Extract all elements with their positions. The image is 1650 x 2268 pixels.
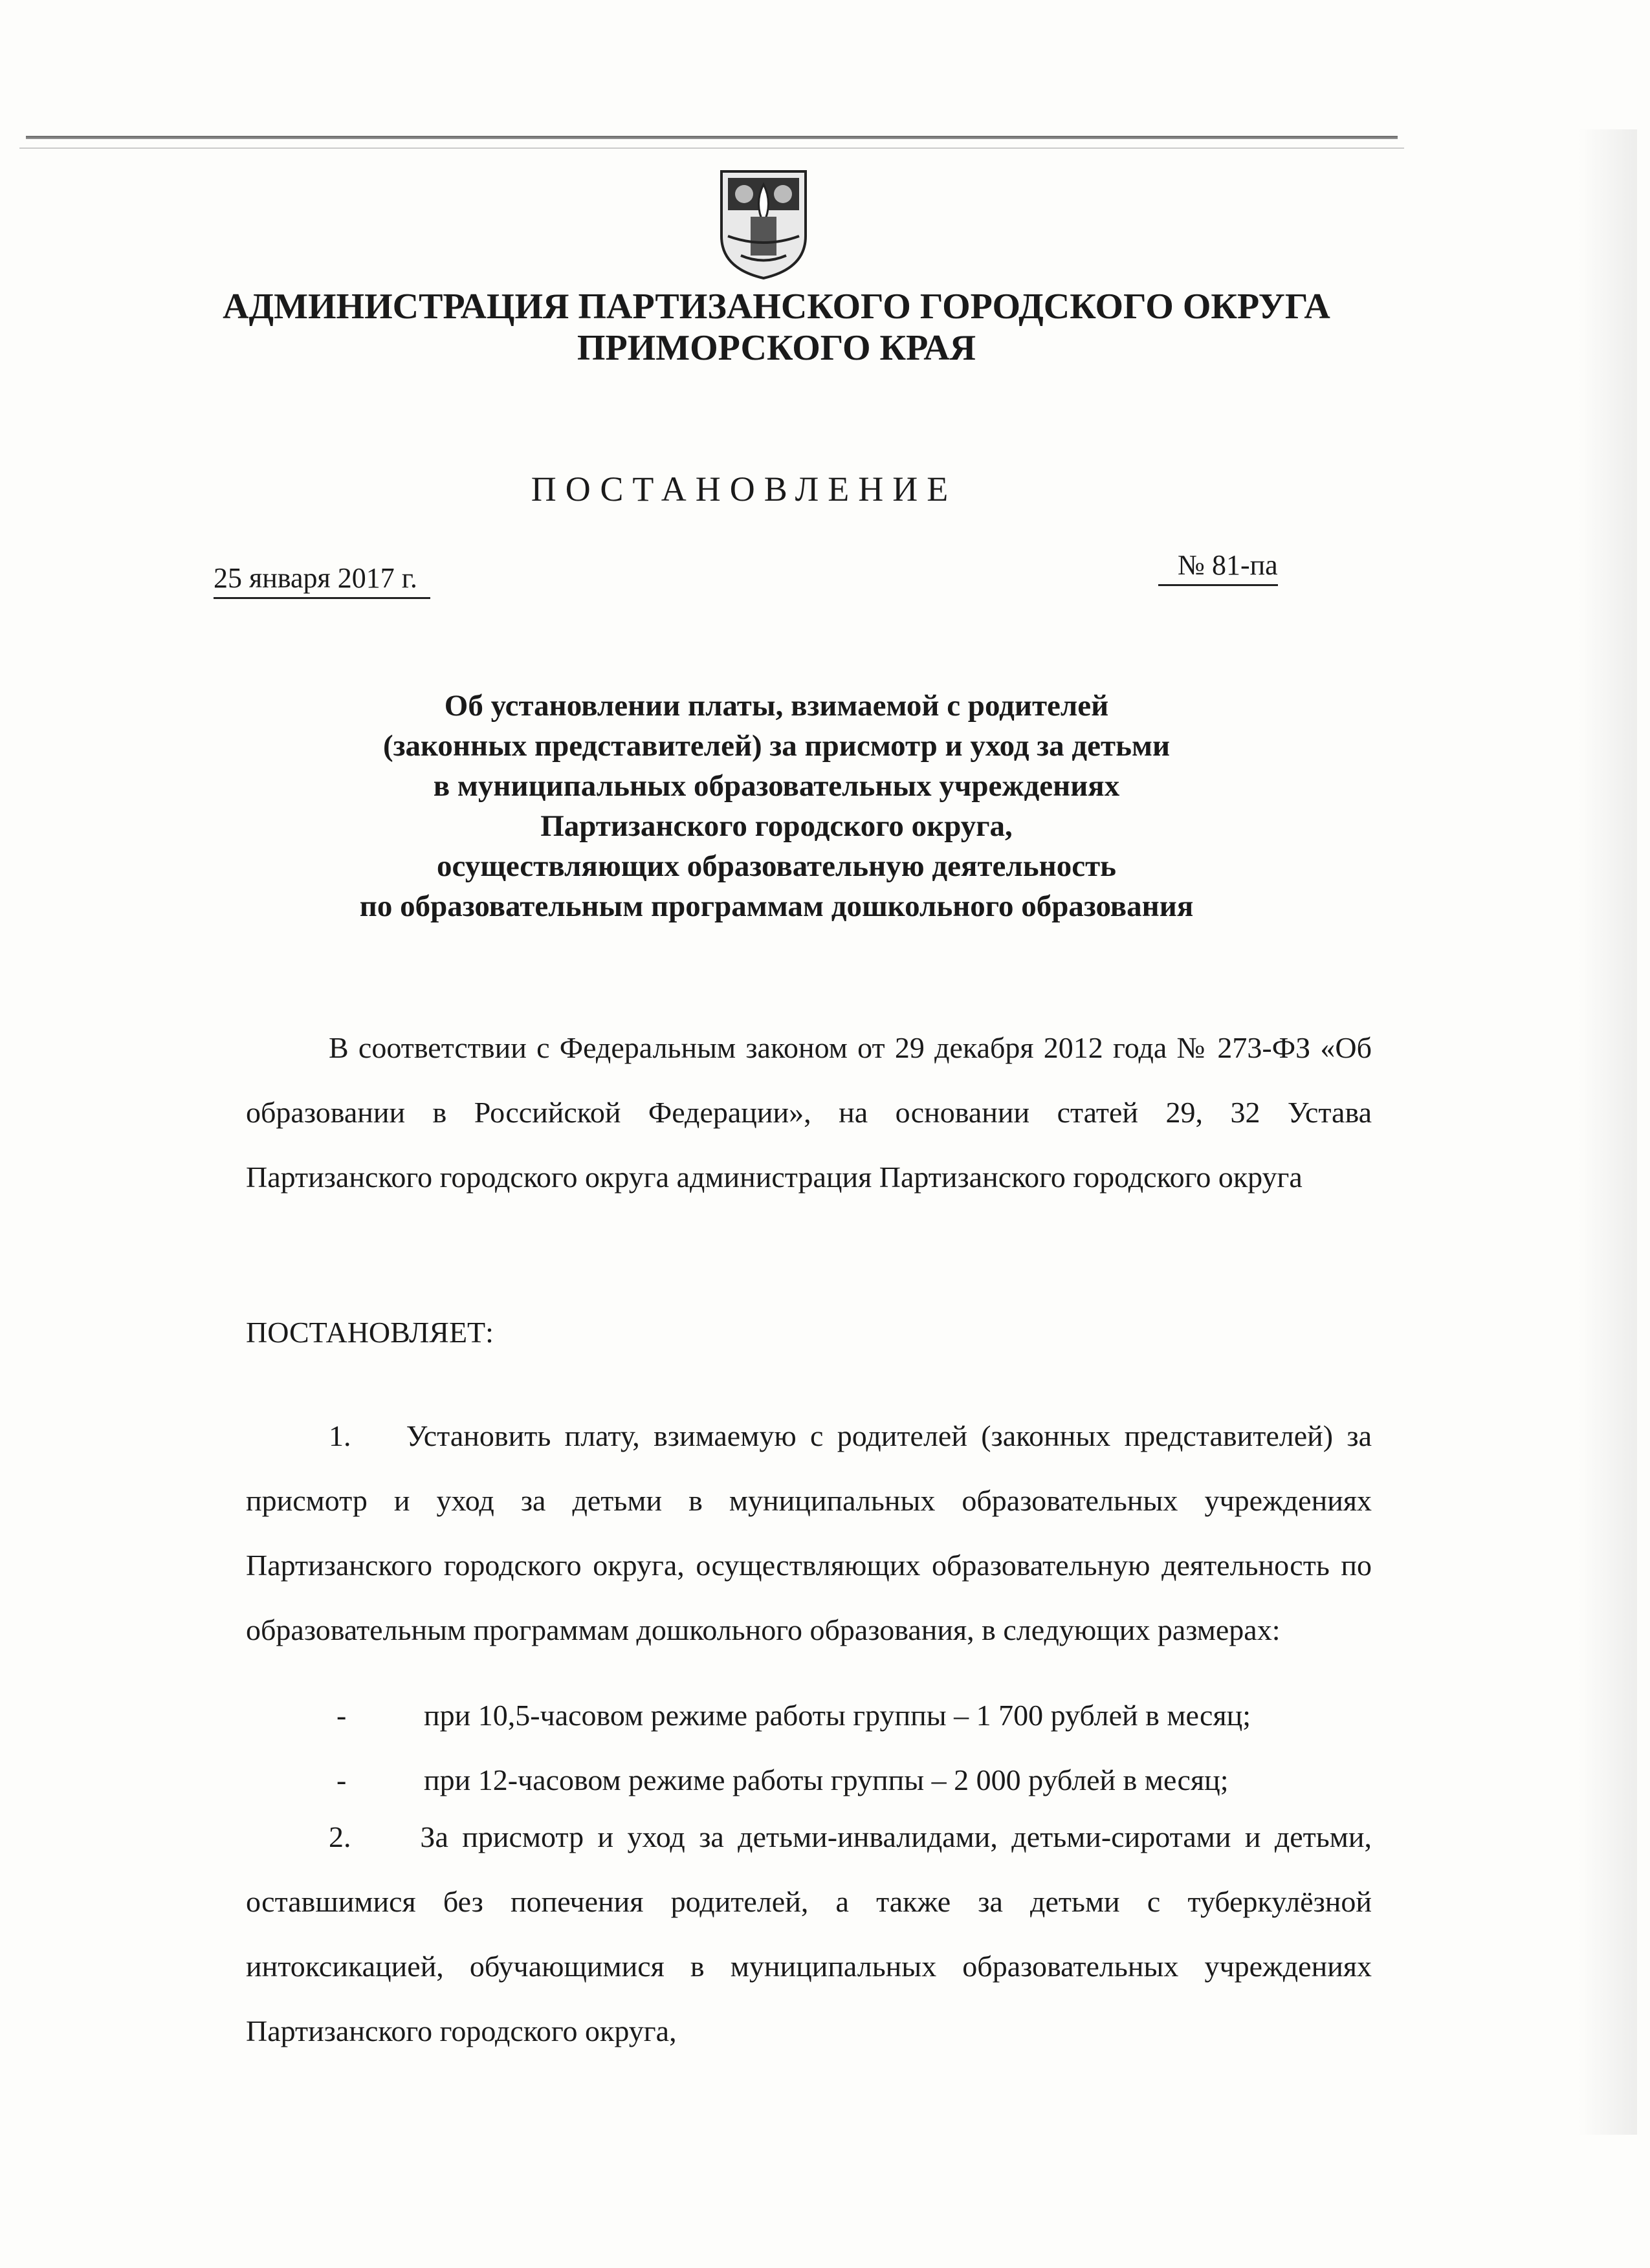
clause-2-text: 2. За присмотр и уход за детьми-инвалидами, детьми-сиротами и детьми, оставшимися без попечения родителей, а также за детьми с туберкулёзной интоксикацией, обучающимися в муниципальных образовательных учреждениях Партизанского городского округа, xyxy=(246,1820,1372,2047)
title-line: (законных представителей) за присмотр и уход за детьми xyxy=(382,729,1171,763)
scan-edge-line xyxy=(26,136,1398,139)
list-item: при 12-часовом режиме работы группы – 2 000 рублей в месяц; xyxy=(424,1763,1229,1796)
preamble-text: В соответствии с Федеральным законом от 29 декабря 2012 года № 273-ФЗ «Об образовании в Российской Федерации», на основании статей 29, 32 Устава Партизанского городского округа администрация Партизанского городского округа xyxy=(246,1031,1372,1194)
scan-shadow xyxy=(1579,129,1637,2135)
document-number: № 81-па xyxy=(1158,549,1278,586)
document-type: ПОСТАНОВЛЕНИЕ xyxy=(531,470,958,508)
document-date: 25 января 2017 г. xyxy=(214,562,430,599)
decree-word xyxy=(246,1300,1372,1365)
coat-of-arms-emblem xyxy=(715,165,812,281)
clause-1 xyxy=(246,1404,1372,1663)
clause-2 xyxy=(246,1805,1372,2064)
title-line: по образовательным программам дошкольного образования xyxy=(359,889,1194,923)
administration-header xyxy=(194,286,1359,369)
title-line: Об установлении платы, взимаемой с родителей xyxy=(444,689,1109,723)
title-line: Партизанского городского округа, xyxy=(540,809,1013,843)
decree-word-text: ПОСТАНОВЛЯЕТ: xyxy=(246,1316,494,1349)
title-line: осуществляющих образовательную деятельность xyxy=(436,849,1117,883)
document-title xyxy=(291,686,1262,926)
scan-edge-line-2 xyxy=(19,147,1404,149)
list-dash: - xyxy=(336,1699,347,1732)
preamble-paragraph xyxy=(246,1016,1372,1210)
header-line-2: ПРИМОРСКОГО КРАЯ xyxy=(577,328,976,369)
clause-1-text: 1. Установить плату, взимаемую с родителей (законных представителей) за присмотр и уход за детьми в муниципальных образовательных учреждениях Партизанского городского округа, осуществляющих образовательную деятельность по образовательным программам дошкольного образования, в следующих размерах: xyxy=(246,1419,1372,1646)
header-line-1: АДМИНИСТРАЦИЯ ПАРТИЗАНСКОГО ГОРОДСКОГО ОКРУГА xyxy=(223,287,1330,327)
list-item: при 10,5-часовом режиме работы группы – 1 700 рублей в месяц; xyxy=(424,1699,1251,1732)
title-line: в муниципальных образовательных учреждениях xyxy=(433,769,1120,803)
list-dash: - xyxy=(336,1763,347,1796)
